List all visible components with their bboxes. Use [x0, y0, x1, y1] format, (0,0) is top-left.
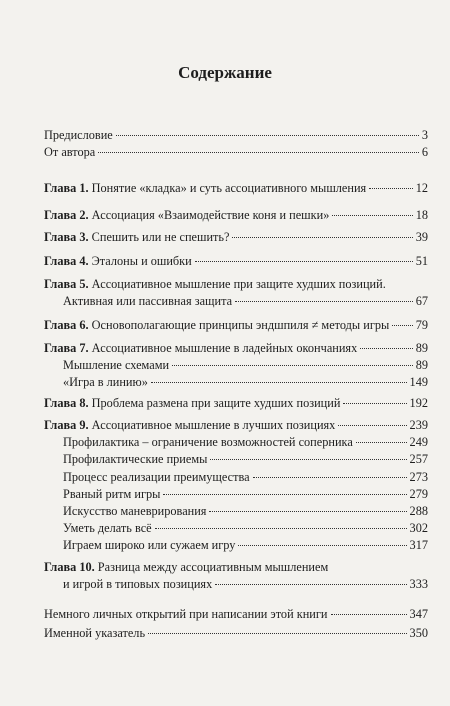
entry-page: 79: [415, 318, 428, 332]
entry-text: Основополагающие принципы эндшпиля ≠ методы игры: [91, 318, 390, 332]
entry-page: 333: [409, 577, 428, 591]
dot-leader: [332, 215, 412, 216]
toc-entry-chapter-1[interactable]: [44, 181, 428, 196]
entry-text: Рваный ритм игры: [63, 487, 161, 501]
entry-text: Спешить или не спешить?: [91, 230, 230, 244]
entry-page: 51: [415, 254, 428, 268]
dot-leader: [210, 459, 406, 460]
toc-subentry[interactable]: [44, 487, 428, 502]
dot-leader: [209, 511, 406, 512]
chapter-number: Глава 6.: [44, 318, 89, 332]
entry-text: Немного личных открытий при написании этой книги: [44, 607, 328, 621]
chapter-number: Глава 1.: [44, 181, 89, 195]
dot-leader: [232, 237, 412, 238]
entry-page: 12: [415, 181, 428, 195]
entry-text: Разница между ассоциативным мышлением: [97, 560, 329, 574]
dot-leader: [343, 403, 406, 404]
toc-subentry[interactable]: [44, 470, 428, 485]
toc-entry-chapter-5[interactable]: [44, 277, 428, 309]
toc-entry-chapter-6[interactable]: [44, 318, 428, 333]
entry-text: Уметь делать всё: [63, 521, 152, 535]
entry-page: 257: [409, 452, 428, 466]
chapter-number: Глава 3.: [44, 230, 89, 244]
toc-entry-chapter-10[interactable]: [44, 560, 428, 592]
entry-page: 39: [415, 230, 428, 244]
toc-entry-chapter-4[interactable]: [44, 254, 428, 269]
dot-leader: [356, 442, 407, 443]
chapter-number: Глава 9.: [44, 418, 89, 432]
toc-subentry[interactable]: [44, 435, 428, 450]
dot-leader: [148, 633, 406, 634]
toc-subentry[interactable]: [44, 358, 428, 373]
toc-entry-chapter-8[interactable]: [44, 396, 428, 411]
entry-page: 279: [409, 487, 428, 501]
entry-page: 249: [409, 435, 428, 449]
entry-text: Профилактика – ограничение возможностей соперника: [63, 435, 353, 449]
entry-page: 18: [415, 208, 428, 222]
entry-page: 288: [409, 504, 428, 518]
entry-text: Понятие «кладка» и суть ассоциативного мышления: [91, 181, 367, 195]
dot-leader: [238, 545, 406, 546]
chapter-number: Глава 10.: [44, 560, 95, 574]
dot-leader: [331, 614, 407, 615]
entry-text: Ассоциация «Взаимодействие коня и пешки»: [91, 208, 330, 222]
chapter-number: Глава 8.: [44, 396, 89, 410]
toc-entry-preface[interactable]: [44, 128, 428, 143]
entry-text: Искусство маневрирования: [63, 504, 207, 518]
page-title: Содержание: [178, 63, 272, 82]
dot-leader: [151, 382, 407, 383]
entry-text: Ассоциативное мышление в лучших позициях: [91, 418, 336, 432]
dot-leader: [195, 261, 413, 262]
dot-leader: [215, 584, 406, 585]
entry-text-continued: Активная или пассивная защита: [63, 294, 233, 308]
entry-page: 302: [409, 521, 428, 535]
toc-entry-name-index[interactable]: [44, 626, 428, 641]
dot-leader: [235, 301, 413, 302]
toc-entry-chapter-9[interactable]: [44, 418, 428, 433]
entry-page: 149: [409, 375, 428, 389]
entry-page: 273: [409, 470, 428, 484]
entry-page: 6: [421, 145, 428, 159]
toc-subentry[interactable]: [44, 538, 428, 553]
entry-text-continued: и игрой в типовых позициях: [63, 577, 213, 591]
entry-page: 3: [421, 128, 428, 142]
toc-subentry[interactable]: [44, 521, 428, 536]
entry-text: Именной указатель: [44, 626, 146, 640]
toc-subentry[interactable]: [44, 375, 428, 390]
entry-page: 239: [409, 418, 428, 432]
toc-entry-discoveries[interactable]: [44, 607, 428, 622]
dot-leader: [360, 348, 412, 349]
entry-page: 89: [415, 358, 428, 372]
dot-leader: [98, 152, 419, 153]
entry-text: Мышление схемами: [63, 358, 170, 372]
chapter-number: Глава 4.: [44, 254, 89, 268]
toc-entry-chapter-7[interactable]: [44, 341, 428, 356]
entry-text: Предисловие: [44, 128, 113, 142]
toc-entry-chapter-2[interactable]: [44, 208, 428, 223]
entry-text: Процесс реализации преимущества: [63, 470, 250, 484]
toc-subentry[interactable]: [44, 452, 428, 467]
entry-page: 317: [409, 538, 428, 552]
dot-leader: [163, 494, 406, 495]
chapter-number: Глава 2.: [44, 208, 89, 222]
entry-text: От автора: [44, 145, 96, 159]
dot-leader: [155, 528, 407, 529]
dot-leader: [338, 425, 406, 426]
entry-page: 89: [415, 341, 428, 355]
entry-text: «Игра в линию»: [63, 375, 148, 389]
chapter-number: Глава 7.: [44, 341, 89, 355]
dot-leader: [392, 325, 412, 326]
dot-leader: [369, 188, 412, 189]
entry-page: 347: [409, 607, 428, 621]
chapter-number: Глава 5.: [44, 277, 89, 291]
entry-page: 192: [409, 396, 428, 410]
dot-leader: [116, 135, 419, 136]
toc-entry-chapter-3[interactable]: [44, 230, 428, 245]
entry-text: Ассоциативное мышление в ладейных окончаниях: [91, 341, 358, 355]
toc-subentry[interactable]: [44, 504, 428, 519]
entry-text: Играем широко или сужаем игру: [63, 538, 236, 552]
entry-text: Эталоны и ошибки: [91, 254, 192, 268]
dot-leader: [253, 477, 407, 478]
toc-entry-from-author[interactable]: [44, 145, 428, 160]
entry-text: Проблема размена при защите худших позиций: [91, 396, 341, 410]
dot-leader: [172, 365, 413, 366]
entry-text: Профилактические приемы: [63, 452, 208, 466]
entry-page: 350: [409, 626, 428, 640]
entry-page: 67: [415, 294, 428, 308]
entry-text: Ассоциативное мышление при защите худших позиций.: [91, 277, 386, 291]
